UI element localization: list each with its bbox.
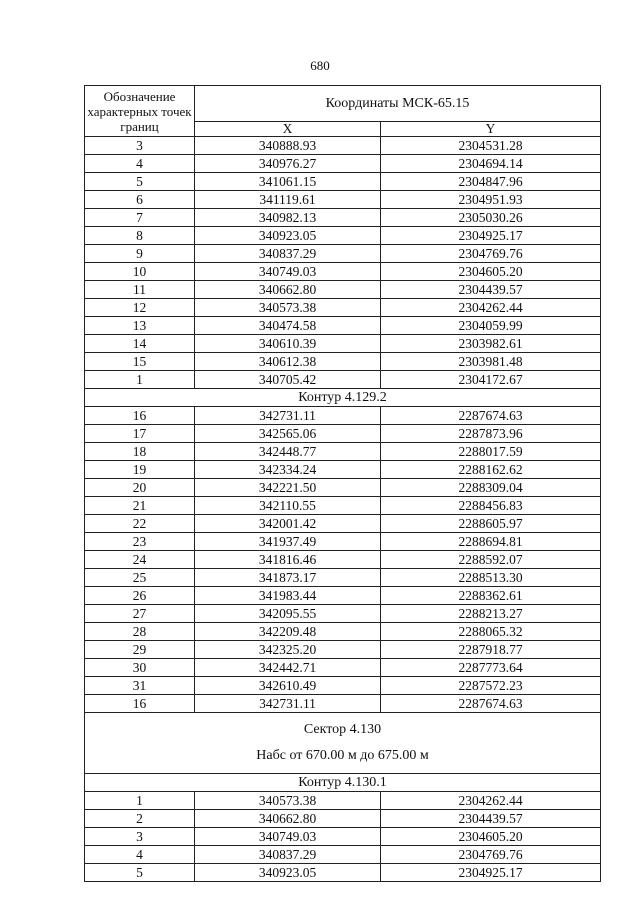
table-row [85, 227, 601, 245]
sector-row [85, 713, 601, 774]
point-number-cell: 30 [85, 659, 195, 677]
point-number-cell: 24 [85, 551, 195, 569]
y-coordinate-cell: 2304605.20 [381, 828, 601, 846]
y-coordinate-cell: 2287572.23 [381, 677, 601, 695]
y-coordinate-cell: 2287773.64 [381, 659, 601, 677]
point-number-cell: 15 [85, 353, 195, 371]
x-coordinate-cell: 340573.38 [195, 792, 381, 810]
y-coordinate-cell: 2304769.76 [381, 245, 601, 263]
table-row [85, 587, 601, 605]
x-coordinate-cell: 340705.42 [195, 371, 381, 389]
x-coordinate-cell: 340662.80 [195, 281, 381, 299]
y-coordinate-cell: 2304769.76 [381, 846, 601, 864]
y-coordinate-cell: 2288162.62 [381, 461, 601, 479]
point-number-cell: 23 [85, 533, 195, 551]
table-row [85, 245, 601, 263]
point-number-cell: 1 [85, 371, 195, 389]
x-coordinate-cell: 342110.55 [195, 497, 381, 515]
point-number-cell: 16 [85, 407, 195, 425]
contour-row [85, 389, 601, 407]
rows-group-c [85, 792, 601, 882]
x-coordinate-cell: 340888.93 [195, 137, 381, 155]
x-coordinate-cell: 340749.03 [195, 263, 381, 281]
x-coordinate-cell: 342334.24 [195, 461, 381, 479]
table-row [85, 461, 601, 479]
point-number-cell: 3 [85, 137, 195, 155]
point-number-cell: 4 [85, 155, 195, 173]
point-number-cell: 21 [85, 497, 195, 515]
point-number-cell: 14 [85, 335, 195, 353]
y-coordinate-cell: 2287873.96 [381, 425, 601, 443]
table-row [85, 864, 601, 882]
point-number-cell: 1 [85, 792, 195, 810]
point-label-header: Обозначение характерных точек границ [85, 86, 195, 137]
x-coordinate-cell: 342448.77 [195, 443, 381, 461]
x-coordinate-cell: 340976.27 [195, 155, 381, 173]
x-coordinate-cell: 340982.13 [195, 209, 381, 227]
point-number-cell: 22 [85, 515, 195, 533]
table-row [85, 137, 601, 155]
table-row [85, 623, 601, 641]
table-row [85, 407, 601, 425]
x-coordinate-cell: 341983.44 [195, 587, 381, 605]
y-coordinate-cell: 2288017.59 [381, 443, 601, 461]
x-coordinate-cell: 340923.05 [195, 227, 381, 245]
point-number-cell: 7 [85, 209, 195, 227]
point-number-cell: 18 [85, 443, 195, 461]
point-number-cell: 17 [85, 425, 195, 443]
y-coordinate-cell: 2287674.63 [381, 407, 601, 425]
x-coordinate-cell: 340573.38 [195, 299, 381, 317]
point-number-cell: 31 [85, 677, 195, 695]
table-row [85, 371, 601, 389]
sector-height: Нaбс от 670.00 м до 675.00 м [256, 748, 429, 763]
sector-title: Сектор 4.130 [303, 722, 382, 737]
x-coordinate-cell: 340662.80 [195, 810, 381, 828]
table-row [85, 677, 601, 695]
x-coordinate-cell: 341061.15 [195, 173, 381, 191]
y-coordinate-cell: 2304262.44 [381, 792, 601, 810]
point-number-cell: 25 [85, 569, 195, 587]
x-coordinate-cell: 340610.39 [195, 335, 381, 353]
point-number-cell: 29 [85, 641, 195, 659]
point-number-cell: 4 [85, 846, 195, 864]
x-coordinate-cell: 340612.38 [195, 353, 381, 371]
table-row [85, 533, 601, 551]
y-coordinate-cell: 2287918.77 [381, 641, 601, 659]
y-coordinate-cell: 2288513.30 [381, 569, 601, 587]
page-number: 680 [310, 58, 330, 73]
point-number-cell: 5 [85, 173, 195, 191]
point-number-cell: 8 [85, 227, 195, 245]
sector-group [85, 713, 601, 792]
point-number-cell: 28 [85, 623, 195, 641]
table-row [85, 281, 601, 299]
table-row [85, 443, 601, 461]
y-coordinate-cell: 2288309.04 [381, 479, 601, 497]
x-coordinate-cell: 341119.61 [195, 191, 381, 209]
table-row [85, 335, 601, 353]
table-row [85, 479, 601, 497]
table-row [85, 263, 601, 281]
x-coordinate-cell: 340837.29 [195, 245, 381, 263]
table-row [85, 828, 601, 846]
point-number-cell: 6 [85, 191, 195, 209]
table-row [85, 810, 601, 828]
x-coordinate-cell: 342565.06 [195, 425, 381, 443]
y-coordinate-cell: 2288694.81 [381, 533, 601, 551]
y-header: Y [381, 122, 601, 137]
x-coordinate-cell: 340474.58 [195, 317, 381, 335]
table-row [85, 173, 601, 191]
point-number-cell: 3 [85, 828, 195, 846]
x-coordinate-cell: 342325.20 [195, 641, 381, 659]
point-number-cell: 19 [85, 461, 195, 479]
point-number-cell: 5 [85, 864, 195, 882]
table-row [85, 695, 601, 713]
table-row [85, 317, 601, 335]
y-coordinate-cell: 2288456.83 [381, 497, 601, 515]
y-coordinate-cell: 2304925.17 [381, 864, 601, 882]
point-number-cell: 26 [85, 587, 195, 605]
coordinates-table [84, 85, 601, 882]
y-coordinate-cell: 2288592.07 [381, 551, 601, 569]
y-coordinate-cell: 2304262.44 [381, 299, 601, 317]
y-coordinate-cell: 2287674.63 [381, 695, 601, 713]
contour-row [85, 774, 601, 792]
x-coordinate-cell: 342221.50 [195, 479, 381, 497]
table-row [85, 641, 601, 659]
table-row [85, 299, 601, 317]
table-row [85, 155, 601, 173]
y-coordinate-cell: 2304694.14 [381, 155, 601, 173]
x-coordinate-cell: 342209.48 [195, 623, 381, 641]
x-coordinate-cell: 340923.05 [195, 864, 381, 882]
rows-group-b [85, 407, 601, 713]
point-number-cell: 13 [85, 317, 195, 335]
y-coordinate-cell: 2303982.61 [381, 335, 601, 353]
contour-label: Контур 4.130.1 [85, 774, 601, 792]
table-row [85, 191, 601, 209]
y-coordinate-cell: 2304439.57 [381, 281, 601, 299]
point-number-cell: 9 [85, 245, 195, 263]
point-number-cell: 20 [85, 479, 195, 497]
y-coordinate-cell: 2304925.17 [381, 227, 601, 245]
sector-block [85, 713, 601, 774]
point-number-cell: 10 [85, 263, 195, 281]
contour-b-group [85, 389, 601, 407]
table-row [85, 659, 601, 677]
rows-group-a [85, 137, 601, 389]
point-number-cell: 16 [85, 695, 195, 713]
coordinates-header: Координаты МСК-65.15 [195, 86, 601, 122]
x-coordinate-cell: 342001.42 [195, 515, 381, 533]
x-coordinate-cell: 342442.71 [195, 659, 381, 677]
point-number-cell: 27 [85, 605, 195, 623]
table-row [85, 846, 601, 864]
y-coordinate-cell: 2288605.97 [381, 515, 601, 533]
point-number-cell: 12 [85, 299, 195, 317]
y-coordinate-cell: 2303981.48 [381, 353, 601, 371]
x-coordinate-cell: 340749.03 [195, 828, 381, 846]
y-coordinate-cell: 2304059.99 [381, 317, 601, 335]
y-coordinate-cell: 2288213.27 [381, 605, 601, 623]
x-coordinate-cell: 340837.29 [195, 846, 381, 864]
x-coordinate-cell: 342731.11 [195, 407, 381, 425]
table-header [85, 86, 601, 137]
x-coordinate-cell: 341816.46 [195, 551, 381, 569]
y-coordinate-cell: 2288362.61 [381, 587, 601, 605]
table-row [85, 353, 601, 371]
contour-label: Контур 4.129.2 [85, 389, 601, 407]
y-coordinate-cell: 2304605.20 [381, 263, 601, 281]
x-header: X [195, 122, 381, 137]
y-coordinate-cell: 2304951.93 [381, 191, 601, 209]
x-coordinate-cell: 342731.11 [195, 695, 381, 713]
x-coordinate-cell: 341937.49 [195, 533, 381, 551]
table-row [85, 792, 601, 810]
table-row [85, 515, 601, 533]
point-number-cell: 2 [85, 810, 195, 828]
point-number-cell: 11 [85, 281, 195, 299]
x-coordinate-cell: 342610.49 [195, 677, 381, 695]
table-row [85, 497, 601, 515]
table-row [85, 605, 601, 623]
table-row [85, 425, 601, 443]
y-coordinate-cell: 2288065.32 [381, 623, 601, 641]
table-row [85, 569, 601, 587]
table-row [85, 551, 601, 569]
table-row [85, 209, 601, 227]
x-coordinate-cell: 341873.17 [195, 569, 381, 587]
y-coordinate-cell: 2304531.28 [381, 137, 601, 155]
y-coordinate-cell: 2304172.67 [381, 371, 601, 389]
y-coordinate-cell: 2305030.26 [381, 209, 601, 227]
y-coordinate-cell: 2304439.57 [381, 810, 601, 828]
x-coordinate-cell: 342095.55 [195, 605, 381, 623]
y-coordinate-cell: 2304847.96 [381, 173, 601, 191]
